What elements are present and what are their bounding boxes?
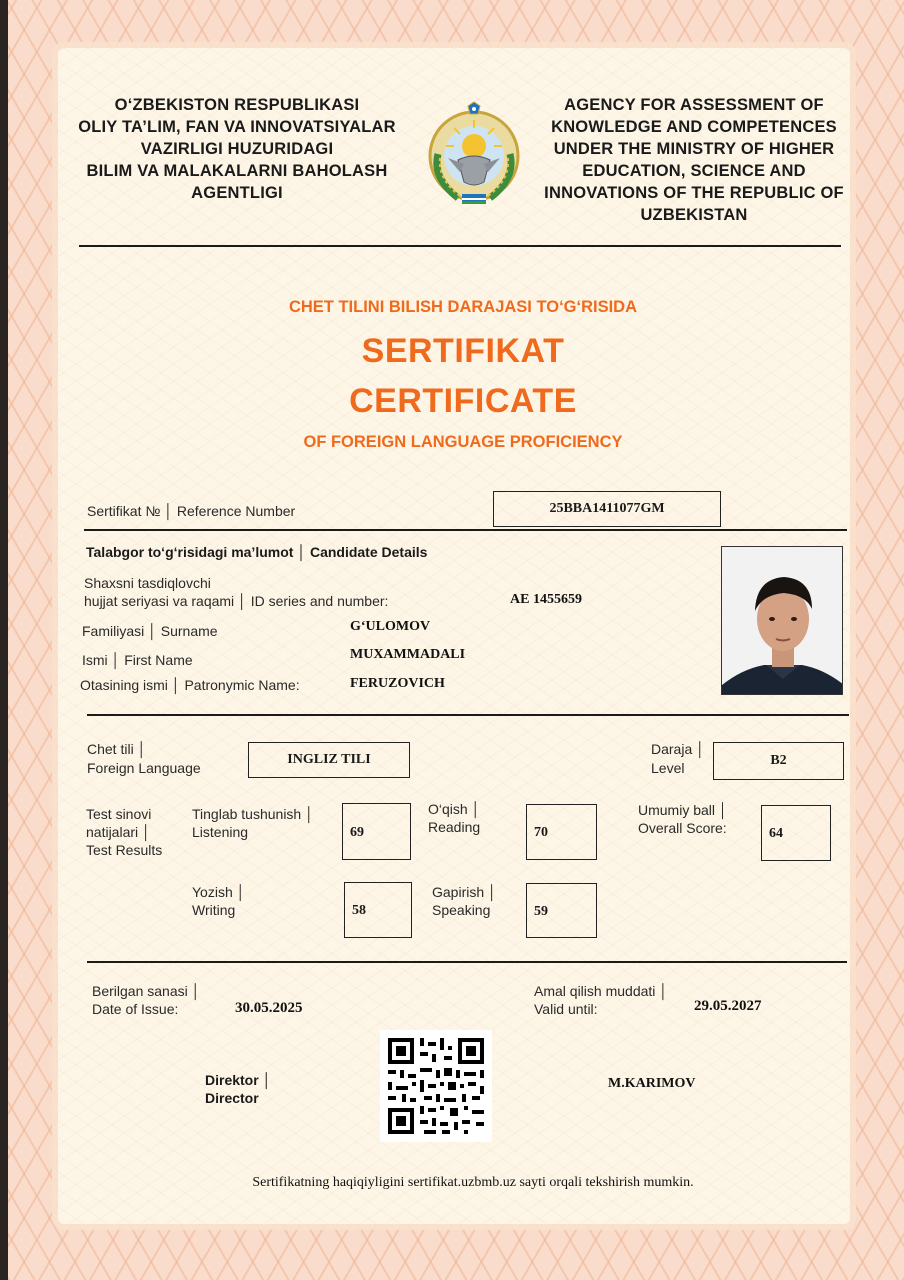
reference-value: 25BBA1411077GM xyxy=(493,491,721,527)
listening-label-line2: Listening xyxy=(192,824,249,840)
issue-date: 30.05.2025 xyxy=(235,1000,303,1016)
listening-label-line1: Tinglab tushunish │ xyxy=(192,806,314,822)
issue-label-line2: Date of Issue: xyxy=(92,1001,179,1017)
left-dark-edge xyxy=(0,0,8,1280)
first-name-label: Ismi │ First Name xyxy=(82,652,193,668)
surname-label: Familiyasi │ Surname xyxy=(82,623,218,639)
reading-label-line2: Reading xyxy=(428,819,481,835)
id-label-line2: hujjat seriyasi va raqami │ ID series and number: xyxy=(84,593,389,609)
writing-label-line1: Yozish │ xyxy=(192,884,246,900)
title-subtitle-uz: CHET TILINI BILISH DARAJASI TO‘G‘RISIDA xyxy=(288,298,638,316)
listening-score: 69 xyxy=(342,803,411,860)
level-label-line1: Daraja │ xyxy=(651,741,705,757)
language-value: INGLIZ TILI xyxy=(248,742,410,778)
candidate-photo xyxy=(721,546,843,695)
reading-score: 70 xyxy=(526,804,597,860)
first-name-value: MUXAMMADALI xyxy=(350,647,466,662)
header-en xyxy=(538,94,850,226)
valid-label-line2: Valid until: xyxy=(534,1001,598,1017)
header-en-line: UZBEKISTAN xyxy=(640,206,748,224)
state-emblem-icon xyxy=(418,98,530,210)
footer-note: Sertifikatning haqiqiyligini sertifikat.uzbmb.uz sayti orqali tekshirish mumkin. xyxy=(252,1175,694,1190)
id-value: AE 1455659 xyxy=(510,592,582,607)
header-uz-line: BILIM VA MALAKALARNI BAHOLASH xyxy=(86,162,388,180)
surname-value: G‘ULOMOV xyxy=(350,619,431,634)
patronymic-value: FERUZOVICH xyxy=(350,676,445,691)
qr-code-icon[interactable] xyxy=(380,1030,492,1142)
id-label-line1: Shaxsni tasdiqlovchi xyxy=(84,575,211,591)
language-label-line1: Chet tili │ xyxy=(87,741,147,757)
results-label-line2: natijalari │ xyxy=(86,824,151,840)
header-en-line: INNOVATIONS OF THE REPUBLIC OF xyxy=(544,184,844,202)
header-uz-line: O‘ZBEKISTON RESPUBLIKASI xyxy=(114,96,360,114)
header-en-line: AGENCY FOR ASSESSMENT OF xyxy=(564,96,824,114)
valid-until-date: 29.05.2027 xyxy=(694,998,762,1014)
speaking-label-line2: Speaking xyxy=(432,902,491,918)
header-divider xyxy=(79,245,841,247)
writing-label-line2: Writing xyxy=(192,902,236,918)
header-en-line: KNOWLEDGE AND COMPETENCES xyxy=(551,118,837,136)
results-divider xyxy=(87,961,847,963)
candidate-divider xyxy=(87,714,849,716)
director-label-line2: Director xyxy=(205,1090,259,1106)
writing-score: 58 xyxy=(344,882,412,938)
results-label-line3: Test Results xyxy=(86,842,163,858)
overall-label-line2: Overall Score: xyxy=(638,820,727,836)
results-label-line1: Test sinovi xyxy=(86,806,152,822)
overall-score: 64 xyxy=(761,805,831,861)
title-main-uz: SERTIFIKAT xyxy=(361,332,565,370)
level-value: B2 xyxy=(713,742,844,780)
director-label-line1: Direktor │ xyxy=(205,1072,272,1088)
valid-label-line1: Amal qilish muddati │ xyxy=(534,983,669,999)
header-uz-line: AGENTLIGI xyxy=(191,184,283,202)
header-uz-line: OLIY TA’LIM, FAN VA INNOVATSIYALAR xyxy=(78,118,396,136)
candidate-section-title: Talabgor to‘g‘risidagi ma’lumot │ Candidate Details xyxy=(86,544,428,560)
director-label xyxy=(205,1071,271,1107)
director-name: M.KARIMOV xyxy=(608,1076,696,1091)
reading-label-line1: O‘qish │ xyxy=(428,801,481,817)
patronymic-label: Otasining ismi │ Patronymic Name: xyxy=(80,677,300,693)
reference-label: Sertifikat № │ Reference Number xyxy=(87,503,296,519)
reference-divider xyxy=(84,529,847,531)
header-uz-line: VAZIRLIGI HUZURIDAGI xyxy=(140,140,334,158)
speaking-score: 59 xyxy=(526,883,597,938)
overall-label-line1: Umumiy ball │ xyxy=(638,802,728,818)
title-subtitle-en: OF FOREIGN LANGUAGE PROFICIENCY xyxy=(303,433,623,451)
level-label-line2: Level xyxy=(651,760,685,776)
issue-label-line1: Berilgan sanasi │ xyxy=(92,983,201,999)
speaking-label-line1: Gapirish │ xyxy=(432,884,497,900)
header-en-line: EDUCATION, SCIENCE AND xyxy=(582,162,806,180)
header-en-line: UNDER THE MINISTRY OF HIGHER xyxy=(553,140,835,158)
header-uz xyxy=(64,94,410,204)
title-main-en: CERTIFICATE xyxy=(349,382,577,420)
language-label-line2: Foreign Language xyxy=(87,760,201,776)
